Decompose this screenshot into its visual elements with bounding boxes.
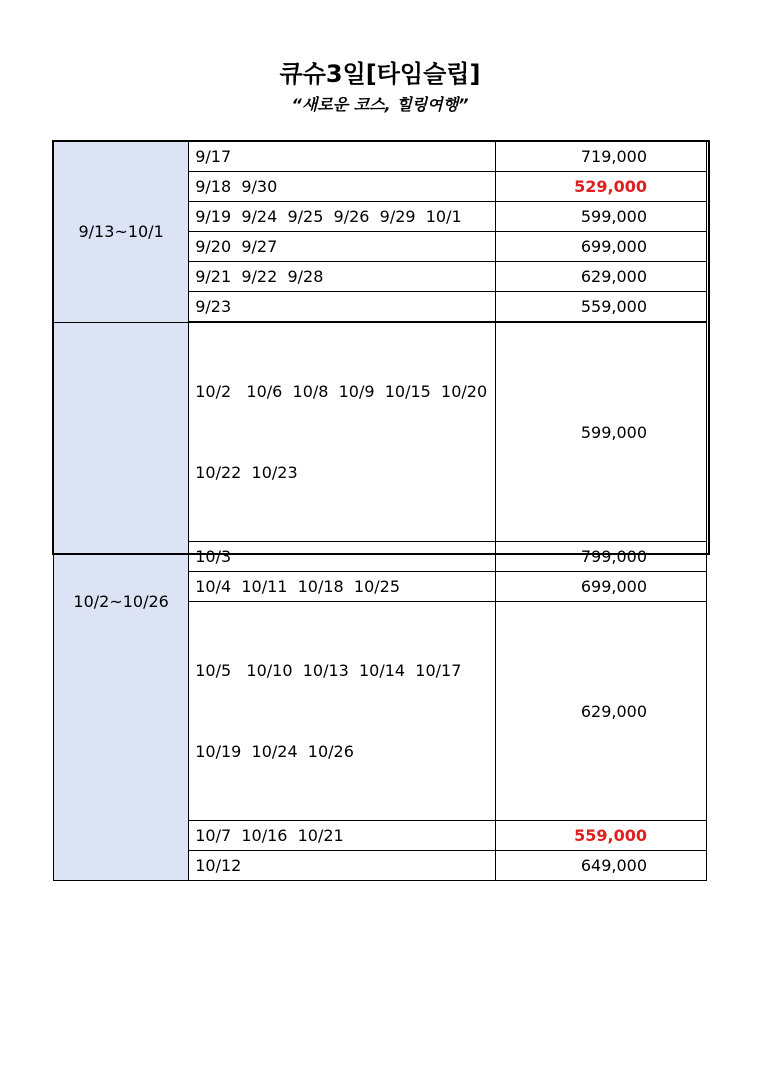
table-row — [54, 142, 707, 172]
dates-cell — [189, 602, 496, 821]
dates-cell: 9/18 9/30 — [189, 172, 496, 202]
dates-line: 10/2 10/6 10/8 10/9 10/15 10/20 — [195, 382, 488, 401]
price-cell: 559,000 — [496, 292, 707, 323]
price-cell: 629,000 — [496, 262, 707, 292]
price-cell-highlight: 529,000 — [496, 172, 707, 202]
price-cell: 699,000 — [496, 232, 707, 262]
dates-cell: 9/17 — [189, 142, 496, 172]
period-cell: 9/13~10/1 — [54, 142, 189, 323]
dates-line: 10/22 10/23 — [195, 463, 298, 482]
dates-cell: 10/12 — [189, 851, 496, 881]
price-table — [53, 141, 707, 881]
dates-cell: 9/21 9/22 9/28 — [189, 262, 496, 292]
dates-cell: 10/7 10/16 10/21 — [189, 821, 496, 851]
price-cell: 599,000 — [496, 322, 707, 542]
dates-cell — [189, 322, 496, 542]
dates-cell: 10/3 — [189, 542, 496, 572]
dates-line: 10/5 10/10 10/13 10/14 10/17 — [195, 661, 462, 680]
dates-cell: 9/23 — [189, 292, 496, 323]
dates-cell: 9/20 9/27 — [189, 232, 496, 262]
price-cell-highlight: 559,000 — [496, 821, 707, 851]
price-cell: 629,000 — [496, 602, 707, 821]
table-row — [54, 322, 707, 542]
page-title: 큐슈3일[타임슬립] — [279, 60, 481, 88]
price-cell: 719,000 — [496, 142, 707, 172]
page-subtitle: “새로운 코스, 힐링여행” — [291, 95, 469, 114]
dates-cell: 10/4 10/11 10/18 10/25 — [189, 572, 496, 602]
price-cell: 699,000 — [496, 572, 707, 602]
price-cell: 649,000 — [496, 851, 707, 881]
period-cell: 10/2~10/26 — [54, 322, 189, 881]
dates-line: 10/19 10/24 10/26 — [195, 742, 354, 761]
price-cell: 599,000 — [496, 202, 707, 232]
price-cell: 799,000 — [496, 542, 707, 572]
dates-cell: 9/19 9/24 9/25 9/26 9/29 10/1 — [189, 202, 496, 232]
